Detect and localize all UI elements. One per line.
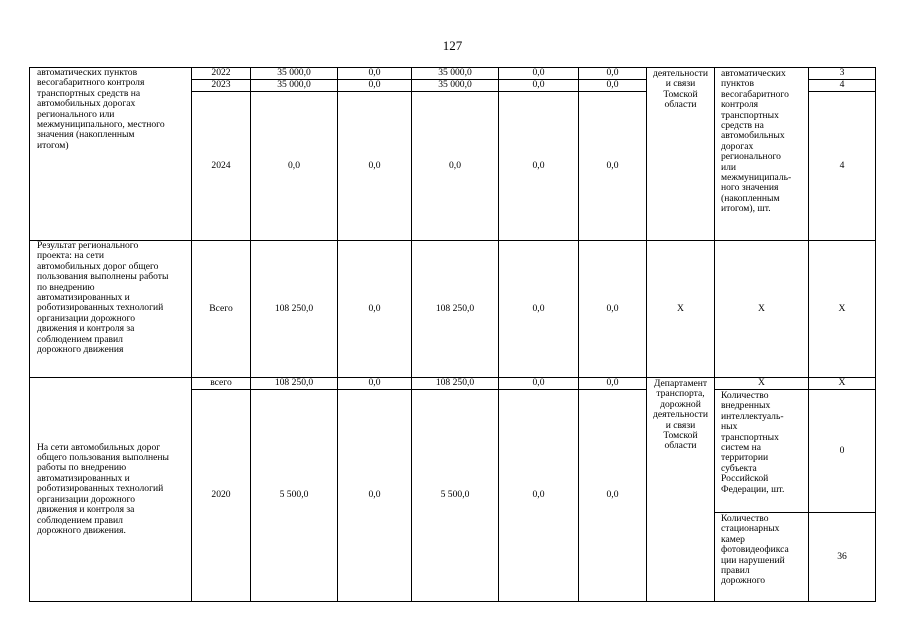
table-cell-amount: 0,0 — [499, 80, 579, 92]
table-cell-amount: 35 000,0 — [412, 80, 499, 92]
table-cell-year: всего — [192, 378, 251, 390]
table-cell-indicator: автоматических пунктов весогабаритного контроля транспортных средств на автомобильных дорогах регионального или межмуниципаль- ного значения (накопленным итогом), шт. — [715, 67, 809, 241]
table-cell-amount: 5 500,0 — [412, 390, 499, 602]
table-cell-amount: 0,0 — [338, 378, 412, 390]
table-cell-amount: 0,0 — [338, 241, 412, 378]
table-cell-description: Результат регионального проекта: на сети автомобильных дорог общего пользования выполнены работы по внедрению автоматизированных и роботизированных технологий организации дорожного движения и контроля за соблюдением правил дорожного движения — [29, 241, 192, 378]
table-cell-executor: X — [647, 241, 715, 378]
table-cell-amount: 0,0 — [579, 390, 647, 602]
table-cell-description: автоматических пунктов весогабаритного контроля транспортных средств на автомобильных дорогах регионального или межмуниципального, местного значения (накопленным итогом) — [29, 67, 192, 241]
table-cell-amount: 108 250,0 — [251, 378, 338, 390]
table-cell-amount: 0,0 — [499, 241, 579, 378]
table-cell-amount: 0,0 — [579, 80, 647, 92]
table-cell-indicator-value: 36 — [809, 513, 876, 602]
table-cell-indicator: Количество стационарных камер фотовидеофикса ции нарушений правил дорожного — [715, 513, 809, 602]
table-cell-amount: 35 000,0 — [251, 80, 338, 92]
table-cell-amount: 0,0 — [579, 67, 647, 80]
table-cell-year: 2022 — [192, 67, 251, 80]
table-cell-amount: 108 250,0 — [412, 378, 499, 390]
table-cell-indicator-value: X — [809, 378, 876, 390]
table-cell-amount: 0,0 — [338, 67, 412, 80]
table-cell-year: 2020 — [192, 390, 251, 602]
table-cell-amount: 5 500,0 — [251, 390, 338, 602]
table-cell-year: Всего — [192, 241, 251, 378]
table-cell-amount: 0,0 — [338, 92, 412, 241]
table-cell-indicator: X — [715, 378, 809, 390]
table-cell-description: На сети автомобильных дорог общего пользования выполнены работы по внедрению автоматизированных и роботизированных технологий организации дорожного движения и контроля за соблюдением правил дорожного движения. — [29, 378, 192, 602]
budget-table — [29, 67, 876, 602]
table-cell-year: 2024 — [192, 92, 251, 241]
table-cell-amount: 0,0 — [499, 390, 579, 602]
table-cell-indicator-value: X — [809, 241, 876, 378]
table-cell-amount: 0,0 — [251, 92, 338, 241]
table-cell-amount: 108 250,0 — [412, 241, 499, 378]
table-cell-amount: 108 250,0 — [251, 241, 338, 378]
table-cell-indicator-value: 0 — [809, 390, 876, 513]
table-cell-indicator: X — [715, 241, 809, 378]
table-cell-indicator: Количество внедренных интеллектуаль- ных транспортных систем на территории субъекта Российской Федерации, шт. — [715, 390, 809, 513]
table-cell-amount: 0,0 — [412, 92, 499, 241]
table-cell-indicator-value: 4 — [809, 80, 876, 92]
table-cell-amount: 0,0 — [338, 80, 412, 92]
table-cell-executor: Департамент транспорта, дорожной деятельности и связи Томской области — [647, 378, 715, 602]
table-cell-amount: 0,0 — [579, 92, 647, 241]
table-cell-amount: 0,0 — [499, 92, 579, 241]
table-cell-amount: 35 000,0 — [251, 67, 338, 80]
table-cell-executor: деятельности и связи Томской области — [647, 67, 715, 241]
table-cell-amount: 35 000,0 — [412, 67, 499, 80]
table-cell-year: 2023 — [192, 80, 251, 92]
table-cell-amount: 0,0 — [579, 241, 647, 378]
table-cell-indicator-value: 3 — [809, 67, 876, 80]
table-cell-amount: 0,0 — [499, 378, 579, 390]
table-cell-indicator-value: 4 — [809, 92, 876, 241]
table-cell-amount: 0,0 — [579, 378, 647, 390]
table-cell-amount: 0,0 — [338, 390, 412, 602]
table-cell-amount: 0,0 — [499, 67, 579, 80]
page-number: 127 — [442, 38, 463, 53]
